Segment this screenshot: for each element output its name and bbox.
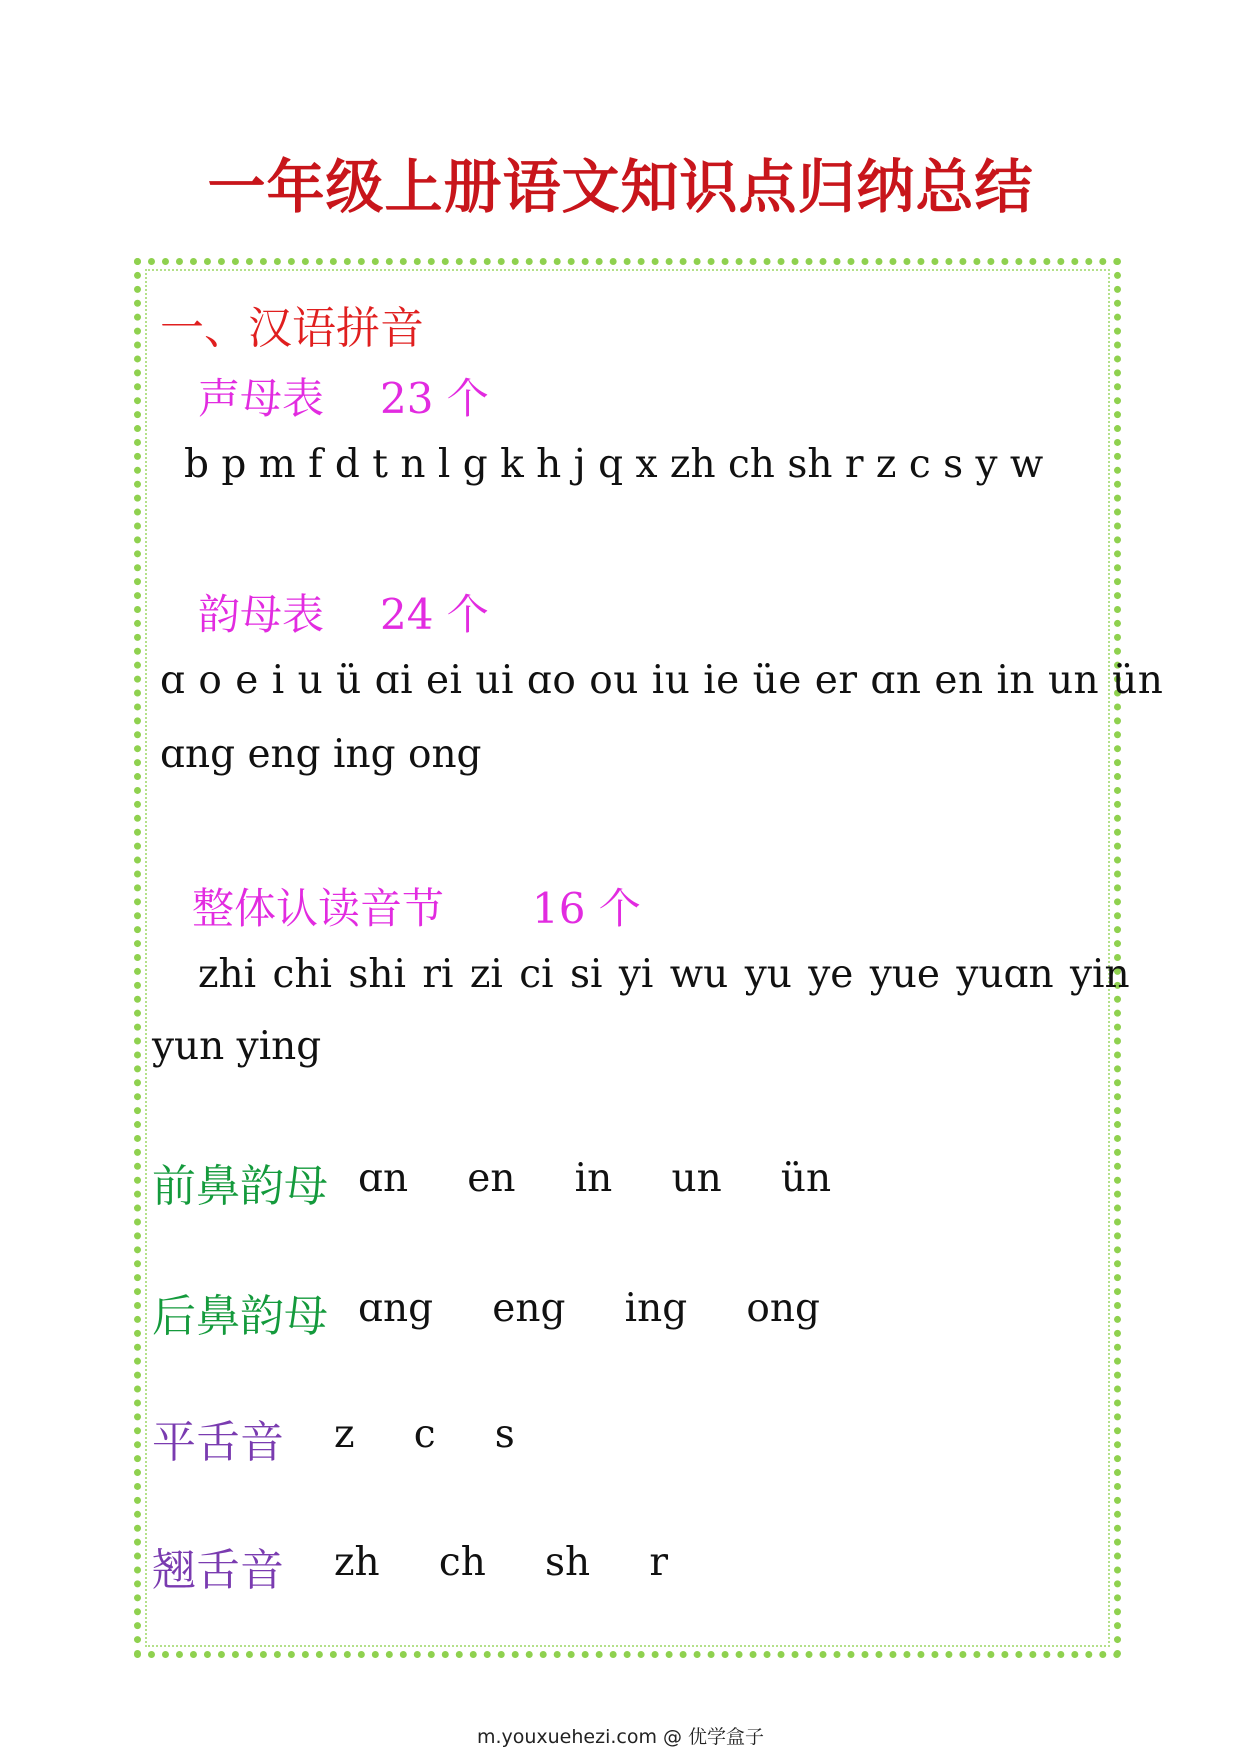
zhengti-count: 16 个: [532, 884, 641, 933]
zhengti-list-line2: yun ying: [152, 1024, 322, 1069]
pingshe-label: 平舌音: [152, 1417, 284, 1468]
zhengti-list-line1: zhi chi shi ri zi ci si yi wu yu ye yue yuɑn yin: [198, 952, 1130, 997]
houbi-list: ɑng eng ing ong: [358, 1286, 820, 1331]
page-title: 一年级上册语文知识点归纳总结: [207, 153, 1034, 221]
qianbi-label: 前鼻韵母: [152, 1161, 328, 1212]
yunmu-label: 韵母表: [198, 590, 325, 639]
qianbi-list: ɑn en in un ün: [358, 1156, 832, 1201]
pingshe-list: z c s: [334, 1412, 515, 1457]
zhengti-label: 整体认读音节: [192, 884, 445, 933]
shengmu-label: 声母表: [198, 374, 325, 423]
shengmu-list: b p m f d t n l g k h j q x zh ch sh r z c s y w: [184, 442, 1044, 487]
shengmu-count: 23 个: [380, 374, 489, 423]
yunmu-list-line1: ɑ o e i u ü ɑi ei ui ɑo ou iu ie üe er ɑn en in un ün: [160, 658, 1164, 703]
houbi-label: 后鼻韵母: [152, 1291, 328, 1342]
qiaoshe-list: zh ch sh r: [334, 1540, 668, 1585]
footer-watermark: m.youxuehezi.com @ 优学盒子: [476, 1726, 765, 1748]
yunmu-count: 24 个: [380, 590, 489, 639]
section-heading-pinyin: 一、汉语拼音: [160, 303, 424, 354]
qiaoshe-label: 翘舌音: [152, 1545, 284, 1596]
yunmu-list-line2: ɑng eng ing ong: [160, 732, 482, 777]
